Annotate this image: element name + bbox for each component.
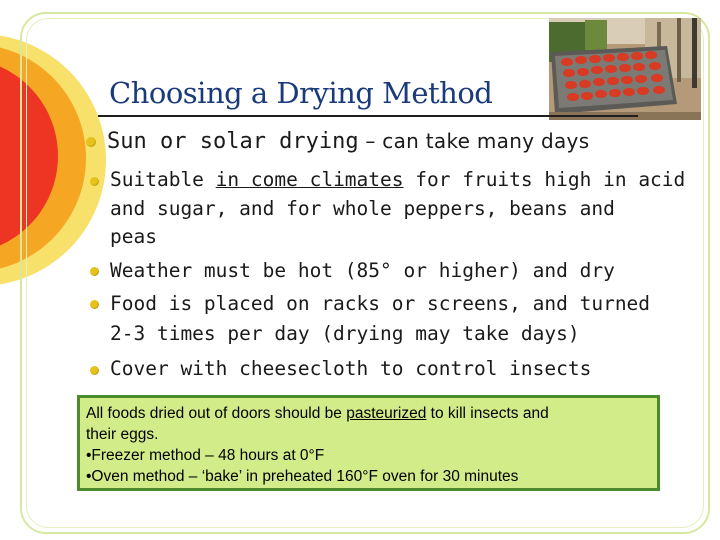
note-line-1-text-end: to kill insects and — [426, 405, 549, 422]
sub-bullet-1-line-1 — [110, 164, 685, 195]
sub-bullet-1-text-end: for fruits high in acid — [403, 168, 686, 191]
bullet-dot-icon — [90, 300, 99, 309]
sub-bullet-1-line-3: peas — [110, 225, 157, 248]
bullet-dot-icon — [86, 137, 96, 147]
main-bullet — [107, 129, 589, 154]
slide-title: Choosing a Drying Method — [109, 76, 493, 110]
note-line-3: •Freezer method – 48 hours at 0°F — [86, 447, 325, 464]
drying-rack-photo — [549, 18, 701, 120]
sub-bullet-2: Weather must be hot (85° or higher) and dry — [110, 259, 615, 282]
note-line-1-text: All foods dried out of doors should be — [86, 405, 347, 422]
bullet-dot-icon — [90, 267, 99, 276]
title-underline — [98, 115, 638, 117]
pasteurization-note — [77, 395, 660, 491]
note-pasteurized-word: pasteurized — [346, 405, 427, 422]
note-line-2: their eggs. — [86, 426, 159, 443]
note-line-4: •Oven method – ‘bake’ in preheated 160°F oven for 30 minutes — [86, 468, 519, 485]
sub-bullet-1-line-2: and sugar, and for whole peppers, beans and — [110, 197, 615, 220]
bullet-dot-icon — [90, 366, 99, 375]
sub-bullet-1-underlined: in come climates — [215, 168, 404, 191]
sub-bullet-3-line-2: 2-3 times per day (drying may take days) — [110, 322, 580, 345]
main-bullet-rest: – can take many days — [358, 129, 590, 153]
sub-bullet-1-text: Suitable — [110, 168, 216, 191]
main-bullet-lead: Sun or solar drying — [107, 129, 359, 154]
bullet-dot-icon — [90, 177, 99, 186]
sub-bullet-3-line-1: Food is placed on racks or screens, and turned — [110, 292, 651, 315]
note-line-1 — [86, 403, 651, 424]
sub-bullet-4: Cover with cheesecloth to control insects — [110, 357, 592, 380]
